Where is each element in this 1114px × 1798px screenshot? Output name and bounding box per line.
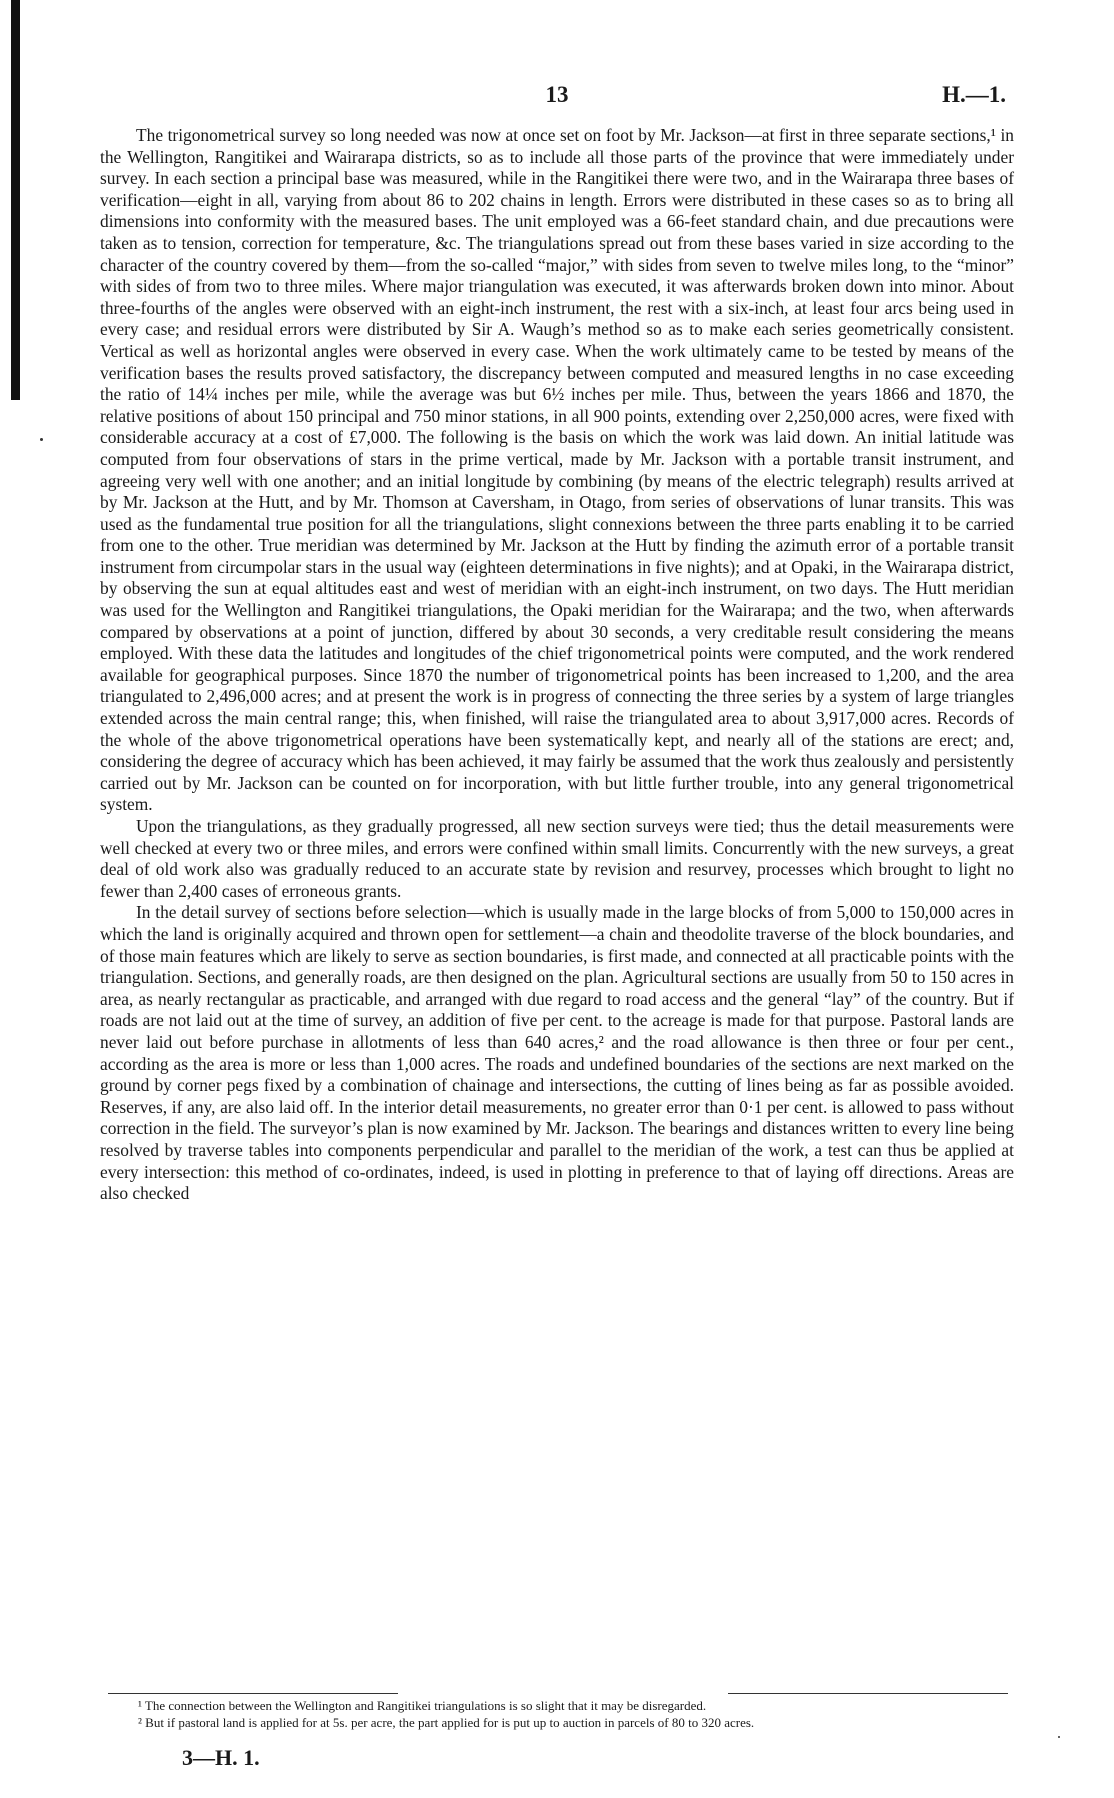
paragraph-detail-survey: In the detail survey of sections before selection—which is usually made in the large blocks of from 5,000 to 150,000 acres in which the land is originally acquired and thrown open for settlement—a chain and theodolite traverse of the block boundaries, and of those main features which are likely to serve as section boundaries, is first made, and connected at all practicable points with the triangulation. Sections, and generally roads, are then designed on the plan. Agricultural sections are usually from 50 to 150 acres in area, as nearly rectangular as practicable, and arranged with due regard to road access and the general “lay” of the country. But if roads are not laid out at the time of survey, an addition of five per cent. to the acreage is made for that purpose. Pastoral lands are never laid out before purchase in allotments of less than 640 acres,² and the road allowance is then three or four per cent., according as the area is more or less than 1,000 acres. The roads and undefined boundaries of the sections are next marked on the ground by corner pegs fixed by a combination of chainage and intersections, the cutting of lines being as far as possible avoided. Reserves, if any, are also laid off. In the interior detail measurements, no greater error than 0·1 per cent. is allowed to pass without correction in the field. The surveyor’s plan is now examined by Mr. Jackson. The bearings and distances written to every line being resolved by traverse tables into components perpendicular and parallel to the meridian of the work, a test can thus be applied at every intersection: this method of co-ordinates, indeed, is used in plotting in preference to that of laying off directions. Areas are also checked: [100, 902, 1014, 1204]
footnotes: [100, 1697, 1014, 1731]
page-number: 13: [545, 82, 569, 107]
footnote-divider-right: [728, 1693, 1008, 1694]
document-reference: H.—1.: [942, 82, 1006, 107]
page-header: [100, 78, 1014, 114]
paragraph-trigonometrical-survey: The trigonometrical survey so long needed was now at once set on foot by Mr. Jackson—at first in three separate sections,¹ in the Wellington, Rangitikei and Wairarapa districts, so as to include all those parts of the province that were immediately under survey. In each section a principal base was measured, while in the Rangitikei there were two, and in the Wairarapa three bases of verification—eight in all, varying from about 86 to 202 chains in length. Errors were distributed in these cases so as to bring all dimensions into conformity with the measured bases. The unit employed was a 66-feet standard chain, and due precautions were taken as to tension, correction for temperature, &c. The triangulations spread out from these bases varied in size according to the character of the country covered by them—from the so-called “major,” with sides from seven to twelve miles long, to the “minor” with sides of from two to three miles. Where major triangulation was executed, it was afterwards broken down into minor. About three-fourths of the angles were observed with an eight-inch instrument, the rest with a six-inch, at least four arcs being used in every case; and residual errors were distributed by Sir A. Waugh’s method so as to make each series geometrically consistent. Vertical as well as horizontal angles were observed in every case. When the work ultimately came to be tested by means of the verification bases the results proved satisfactory, the discrepancy between computed and measured lengths in no case exceeding the ratio of 14¼ inches per mile, while the average was but 6½ inches per mile. Thus, between the years 1866 and 1870, the relative positions of about 150 principal and 750 minor stations, in all 900 points, extending over 2,250,000 acres, were fixed with considerable accuracy at a cost of £7,000. The following is the basis on which the work was laid down. An initial latitude was computed from four observations of stars in the prime vertical, made by Mr. Jackson with a portable transit instrument, and agreeing very well with one another; and an initial longitude by combining (by means of the electric telegraph) results arrived at by Mr. Jackson at the Hutt, and by Mr. Thomson at Caversham, in Otago, from series of observations of lunar transits. This was used as the fundamental true position for all the triangulations, slight connexions between the three parts enabling it to be carried from one to the other. True meridian was determined by Mr. Jackson at the Hutt by finding the azimuth error of a portable transit instrument from circumpolar stars in the usual way (eighteen determinations in five nights); and at Opaki, in the Wairarapa district, by observing the sun at equal altitudes east and west of meridian with an eight-inch instrument, on two days. The Hutt meridian was used for the Wellington and Rangitikei triangulations, the Opaki meridian for the Wairarapa; and the two, when afterwards compared by observations at a point of junction, differed by about 30 seconds, a very creditable result considering the means employed. With these data the latitudes and longitudes of the chief trigonometrical points were computed, and the work rendered available for geographical purposes. Since 1870 the number of trigonometrical points has been increased to 1,200, and the area triangulated to 2,496,000 acres; and at present the work is in progress of connecting the three series by a system of large triangles extended across the main central range; this, when finished, will raise the triangulated area to about 3,917,000 acres. Records of the whole of the above trigonometrical operations have been systematically kept, and nearly all of the stations are erect; and, considering the degree of accuracy which has been achieved, it may fairly be assumed that the work thus zealously and persistently carried out by Mr. Jackson can be counted on for incorporation, with but little further trouble, into any general trigonometrical system.: [100, 125, 1014, 815]
footnote-2: ² But if pastoral land is applied for at 5s. per acre, the part applied for is put up to auction in parcels of 80 to 320 acres.: [138, 1715, 755, 1730]
body-text: [100, 125, 1014, 1205]
paper-speck: [40, 438, 43, 441]
footnote-divider: [108, 1693, 398, 1694]
sheet-signature: 3—H. 1.: [182, 1745, 260, 1770]
paragraph-triangulations: Upon the triangulations, as they gradually progressed, all new section surveys were tied; thus the detail measurements were well checked at every two or three miles, and errors were confined within small limits. Concurrently with the new surveys, a great deal of old work also was gradually reduced to an accurate state by revision and resurvey, processes which brought to light no fewer than 2,400 cases of erroneous grants.: [100, 816, 1014, 901]
page-binding-edge: [11, 0, 20, 400]
footnote-1: ¹ The connection between the Wellington and Rangitikei triangulations is so slight that it may be disregarded.: [138, 1698, 707, 1713]
paper-speck: [1058, 1736, 1060, 1738]
